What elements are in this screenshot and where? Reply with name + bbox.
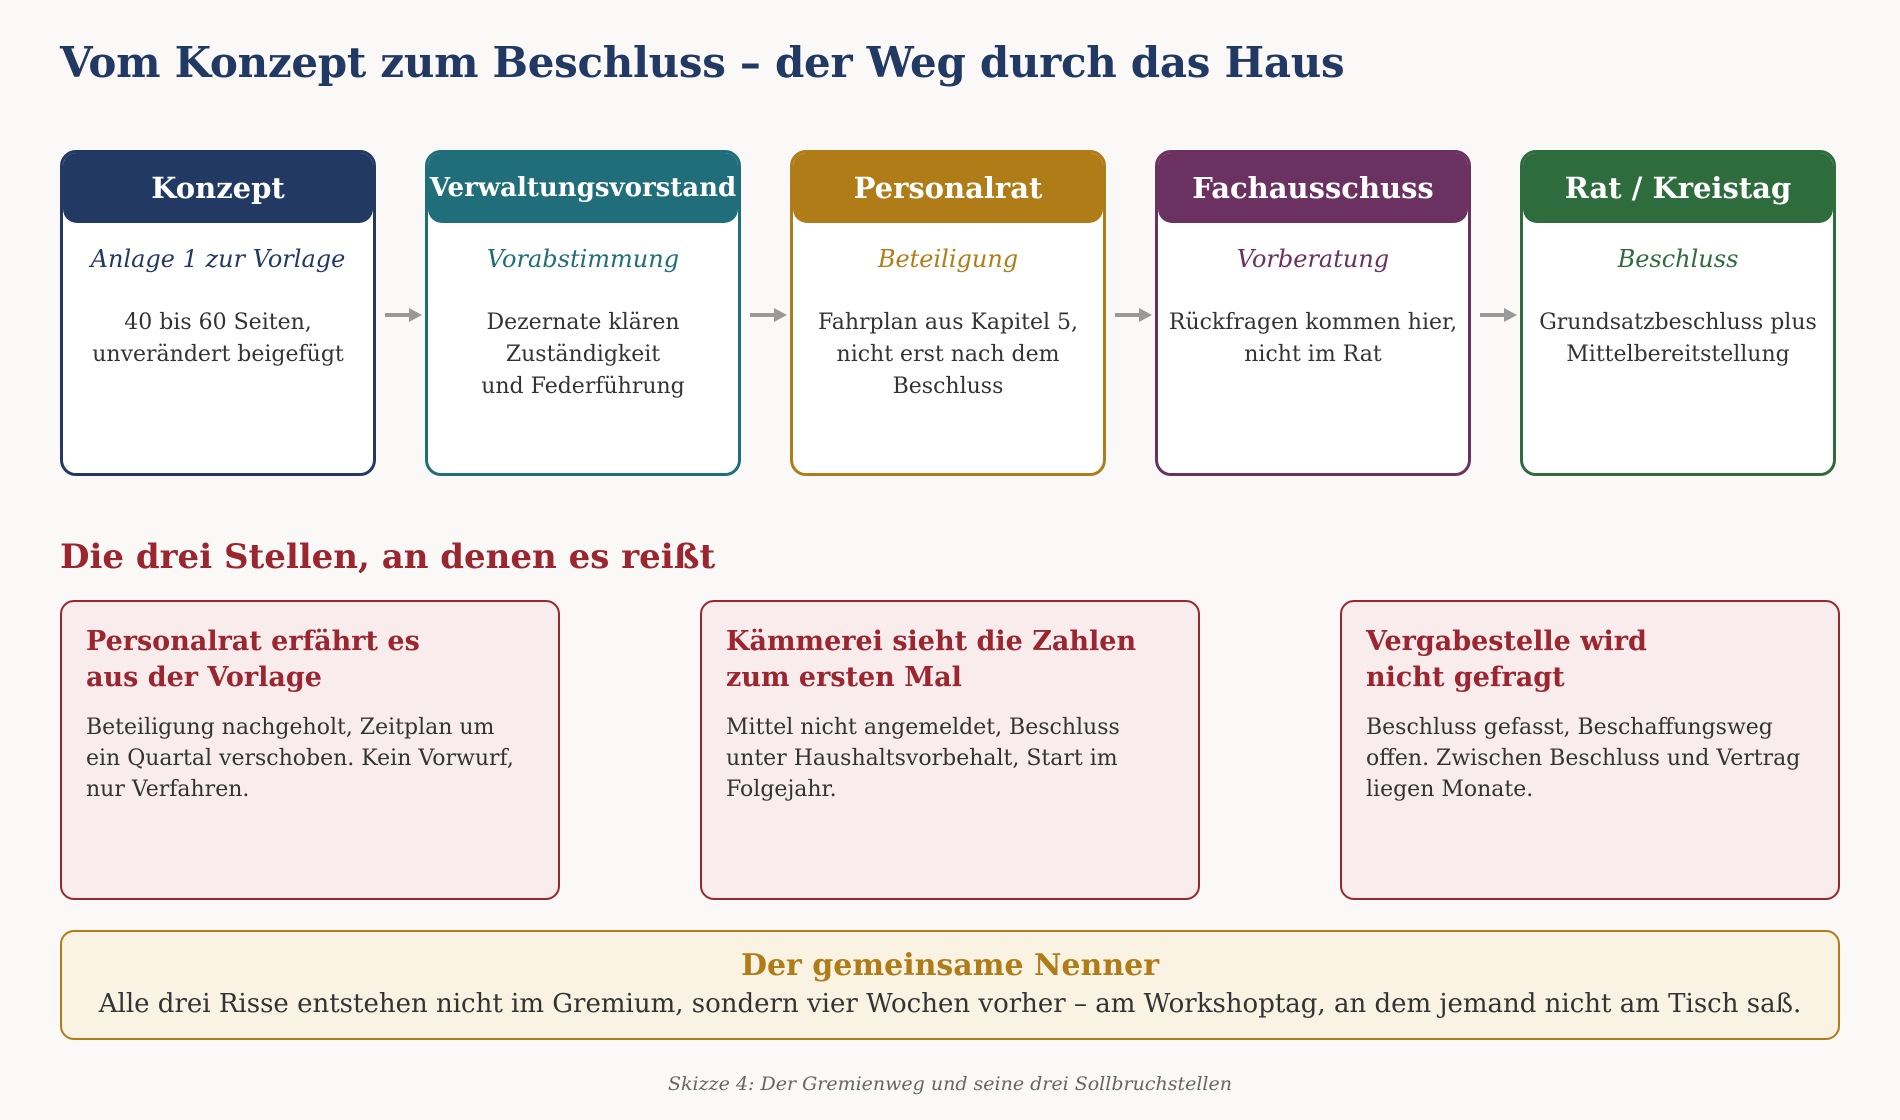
arrow-right-icon [750, 305, 788, 325]
step-konzept [60, 150, 376, 476]
step-subtitle: Beteiligung [877, 245, 1019, 273]
issue-title: Personalrat erfährt es aus der Vorlage [86, 626, 420, 693]
issue-text: Beteiligung nachgeholt, Zeitplan um ein Quartal verschoben. Kein Vorwurf, nur Verfahren. [86, 715, 514, 802]
issue-card-personalrat [60, 600, 560, 900]
section-title: Die drei Stellen, an denen es reißt [60, 537, 716, 577]
step-subtitle: Vorberatung [1236, 245, 1390, 273]
page-title: Vom Konzept zum Beschluss – der Weg durch das Haus [60, 38, 1345, 87]
step-personalrat [790, 150, 1106, 476]
step-subtitle: Anlage 1 zur Vorlage [90, 245, 346, 273]
step-title: Verwaltungsvorstand [428, 153, 738, 223]
step-subtitle: Vorabstimmung [486, 245, 680, 273]
summary-title: Der gemeinsame Nenner [740, 948, 1160, 983]
step-fachausschuss [1155, 150, 1471, 476]
step-subtitle: Beschluss [1617, 245, 1739, 273]
figure-caption: Skizze 4: Der Gremienweg und seine drei Sollbruchstellen [668, 1073, 1232, 1095]
summary-box [60, 930, 1840, 1040]
step-description: Fahrplan aus Kapitel 5, nicht erst nach dem Beschluss [817, 310, 1079, 399]
issue-title: Vergabestelle wird nicht gefragt [1366, 626, 1647, 693]
issue-card-vergabestelle [1340, 600, 1840, 900]
step-verwaltungsvorstand [425, 150, 741, 476]
issue-text: Mittel nicht angemeldet, Beschluss unter Haushaltsvorbehalt, Start im Folgejahr. [726, 715, 1120, 802]
step-title: Fachausschuss [1158, 153, 1468, 223]
issue-card-kaemmerei [700, 600, 1200, 900]
step-title: Konzept [63, 153, 373, 223]
arrow-right-icon [385, 305, 423, 325]
step-description: Rückfragen kommen hier, nicht im Rat [1168, 310, 1458, 367]
issue-text: Beschluss gefasst, Beschaffungsweg offen. Zwischen Beschluss und Vertrag liegen Monate. [1366, 715, 1801, 802]
step-description: Dezernate klären Zuständigkeit und Federführung [481, 310, 685, 399]
step-title: Personalrat [793, 153, 1103, 223]
step-title: Rat / Kreistag [1523, 153, 1833, 223]
step-rat-kreistag [1520, 150, 1836, 476]
step-description: Grundsatzbeschluss plus Mittelbereitstellung [1539, 310, 1817, 367]
arrow-right-icon [1115, 305, 1153, 325]
summary-text: Alle drei Risse entstehen nicht im Gremium, sondern vier Wochen vorher – am Workshoptag, an dem jemand nicht am Tisch saß. [98, 989, 1802, 1019]
step-description: 40 bis 60 Seiten, unverändert beigefügt [92, 310, 344, 367]
issue-title: Kämmerei sieht die Zahlen zum ersten Mal [726, 626, 1137, 693]
arrow-right-icon [1480, 305, 1518, 325]
